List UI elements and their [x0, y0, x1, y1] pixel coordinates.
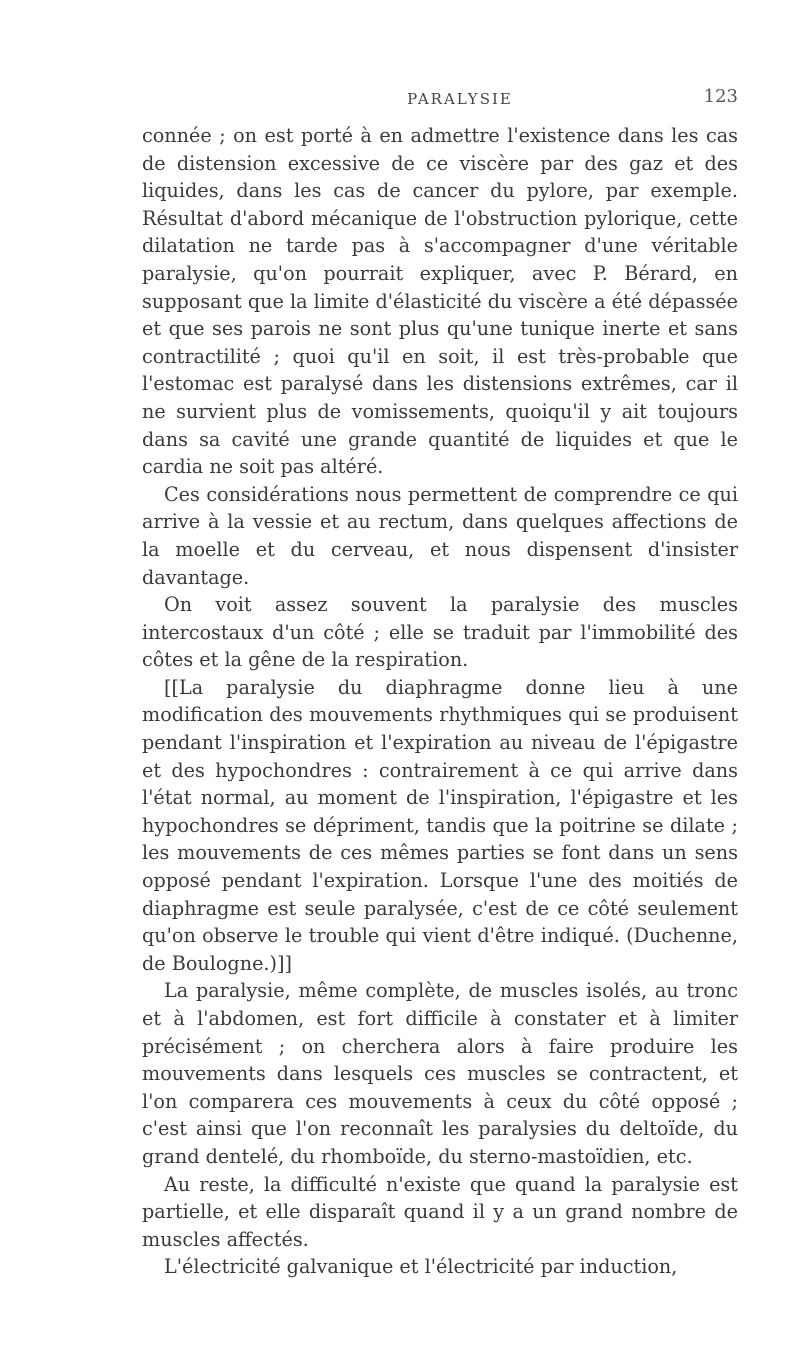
- paragraph-4: [[La paralysie du diaphragme donne lieu à une modification des mouvements rhythmiques qui se produisent pendant l'inspiration et l'expiration au niveau de l'épigastre et des hypochondres : contrairement à ce qui arrive dans l'état normal, au moment de l'inspiration, l'épigastre et les hypochondres se dépriment, tandis que la poitrine se dilate ; les mouvements de ces mêmes parties se font dans un sens opposé pendant l'expiration. Lorsque l'une des moitiés de diaphragme est seule paralysée, c'est de ce côté seulement qu'on observe le trouble qui vient d'être indiqué. (Duchenne, de Boulogne.)]]: [142, 675, 738, 975]
- page-header: [142, 84, 738, 120]
- paragraph-3: On voit assez souvent la paralysie des muscles intercostaux d'un côté ; elle se traduit par l'immobilité des côtes et la gêne de la respiration.: [142, 593, 738, 672]
- paragraph-6: Au reste, la difficulté n'existe que quand la paralysie est partielle, et elle disparaît quand il y a un grand nombre de muscles affectés.: [142, 1172, 738, 1251]
- paragraph-7: L'électricité galvanique et l'électricité par induction,: [164, 1255, 678, 1279]
- running-title: PARALYSIE: [407, 90, 513, 108]
- paragraph-5: La paralysie, même complète, de muscles isolés, au tronc et à l'abdomen, est fort difficile à constater et à limiter précisément ; on cherchera alors à faire produire les mouvements dans lesquels ces muscles se contractent, et l'on comparera ces mouvements à ceux du côté opposé ; c'est ainsi que l'on reconnaît les paralysies du deltoïde, du grand dentelé, du rhomboïde, du sterno-mastoïdien, etc.: [142, 979, 738, 1168]
- paragraph-1: connée ; on est porté à en admettre l'existence dans les cas de distension excessive de ce viscère par des gaz et des liquides, dans les cas de cancer du pylore, par exemple. Résultat d'abord mécanique de l'obstruction pylorique, cette dilatation ne tarde pas à s'accompagner d'une véritable paralysie, qu'on pourrait expliquer, avec P. Bérard, en supposant que la limite d'élasticité du viscère a été dépassée et que ses parois ne sont plus qu'une tunique inerte et sans contractilité ; quoi qu'il en soit, il est très-probable que l'estomac est paralysé dans les distensions extrêmes, car il ne survient plus de vomissements, quoiqu'il y ait toujours dans sa cavité une grande quantité de liquides et que le cardia ne soit pas altéré.: [142, 124, 738, 479]
- page-number: 123: [703, 86, 738, 107]
- body-text: [142, 122, 738, 1281]
- paragraph-2: Ces considérations nous permettent de comprendre ce qui arrive à la vessie et au rectum, dans quelques affections de la moelle et du cerveau, et nous dispensent d'insister davantage.: [142, 482, 738, 589]
